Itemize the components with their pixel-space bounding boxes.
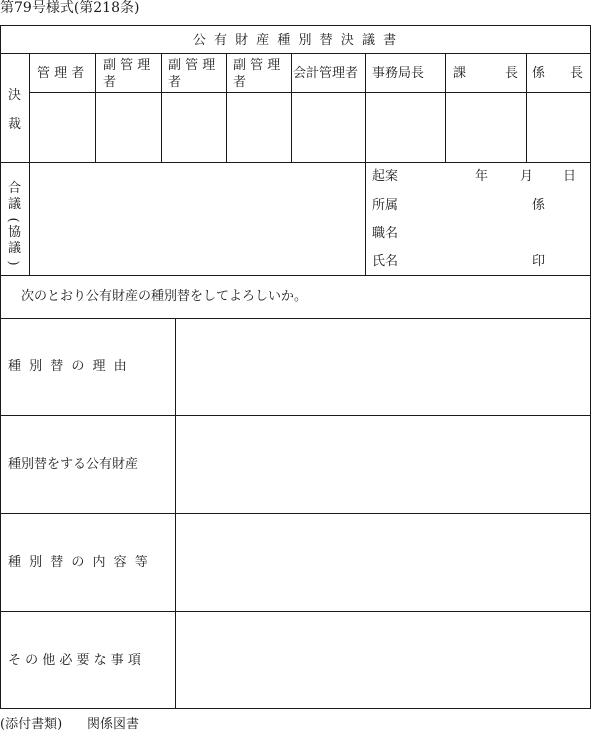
divider bbox=[0, 318, 591, 319]
divider bbox=[226, 53, 227, 162]
divider bbox=[365, 53, 366, 275]
statement: 次のとおり公有財産の種別替をしてよろしいか。 bbox=[21, 289, 308, 304]
consultation-side-char: 議 bbox=[8, 241, 22, 256]
approval-col-label: 者 bbox=[168, 75, 182, 90]
divider bbox=[0, 415, 591, 416]
divider bbox=[0, 53, 591, 54]
divider bbox=[0, 162, 591, 163]
affiliation-suffix: 係 bbox=[532, 198, 546, 213]
approval-col-label: 係 bbox=[532, 66, 546, 81]
name-seal: 印 bbox=[532, 254, 546, 269]
divider bbox=[0, 275, 591, 276]
consultation-side-char: 合 bbox=[8, 181, 22, 196]
approval-col-label: 事務局長 bbox=[372, 66, 425, 81]
divider bbox=[29, 53, 30, 275]
approval-col-label: 管 理 者 bbox=[37, 66, 85, 81]
field-label-property: 種別替をする公有財産 bbox=[8, 457, 139, 472]
approval-col-label: 副 管 理 bbox=[103, 58, 151, 73]
draft-month: 月 bbox=[520, 169, 534, 184]
approval-col-label: 課 bbox=[453, 66, 467, 81]
divider bbox=[29, 92, 591, 93]
approval-col-label: 長 bbox=[570, 66, 584, 81]
attachments-value: 関係図書 bbox=[87, 717, 140, 732]
divider bbox=[0, 513, 591, 514]
approval-col-label: 者 bbox=[233, 75, 247, 90]
divider bbox=[161, 53, 162, 162]
attachments-label: (添付書類) bbox=[0, 717, 63, 732]
consultation-side-char: ( bbox=[5, 217, 21, 223]
draft-day: 日 bbox=[563, 169, 577, 184]
field-label-details: 種 別 替 の 内 容 等 bbox=[8, 555, 150, 570]
position-label: 職名 bbox=[372, 226, 399, 241]
consultation-side-char: ) bbox=[5, 260, 21, 266]
draft-label: 起案 bbox=[372, 169, 399, 184]
divider bbox=[0, 611, 591, 612]
affiliation-label: 所属 bbox=[372, 198, 399, 213]
approval-col-label: 長 bbox=[505, 66, 519, 81]
consultation-side-char: 協 bbox=[8, 225, 22, 240]
approval-side-char: 決 bbox=[8, 88, 22, 103]
divider bbox=[445, 53, 446, 162]
divider bbox=[291, 53, 292, 162]
field-label-other: そ の 他 必 要 な 事 項 bbox=[8, 653, 141, 668]
approval-col-label: 副 管 理 bbox=[233, 58, 281, 73]
approval-side-char: 裁 bbox=[8, 117, 22, 132]
approval-col-label: 副 管 理 bbox=[168, 58, 216, 73]
approval-col-label: 会計管理者 bbox=[293, 66, 359, 81]
divider bbox=[526, 53, 527, 162]
draft-year: 年 bbox=[475, 169, 489, 184]
form-title: 公 有 財 産 種 別 替 決 議 書 bbox=[192, 33, 399, 48]
approval-col-label: 者 bbox=[103, 75, 117, 90]
form-number: 第79号様式(第218条) bbox=[0, 0, 140, 16]
divider bbox=[95, 53, 96, 162]
field-label-reason: 種 別 替 の 理 由 bbox=[8, 359, 129, 374]
name-label: 氏名 bbox=[372, 254, 399, 269]
consultation-side-char: 議 bbox=[8, 197, 22, 212]
